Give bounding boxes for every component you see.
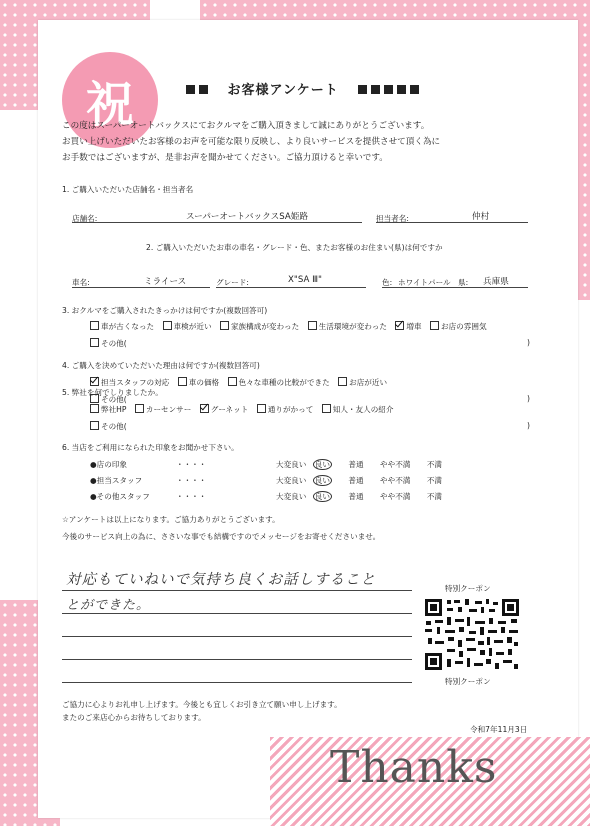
handwritten-message-line-1[interactable]: 対応もていねいで気持ち良くお話しすること (66, 572, 376, 588)
scale-normal[interactable]: 普通 (348, 460, 364, 469)
survey-date: 令和7年11月3日 (470, 725, 528, 734)
q4-checkbox-2[interactable] (178, 377, 187, 386)
q5-checkbox-5[interactable] (322, 404, 331, 413)
scale-good-selected[interactable]: 良い (314, 476, 330, 485)
message-line-2 (62, 613, 412, 614)
scale-normal[interactable]: 普通 (348, 476, 364, 485)
store-value[interactable]: スーパーオートバックスSA姫路 (186, 212, 308, 222)
q4-checkbox-4[interactable] (338, 377, 347, 386)
coupon-qr-code[interactable] (423, 597, 521, 672)
scale-unsatisfied[interactable]: 不満 (426, 492, 442, 501)
q4-title: 4. ご購入を決めていただいた理由は何ですか(複数回答可) (62, 361, 260, 370)
store-label: 店舗名: (72, 214, 98, 223)
q5-option-1: 弊社HP (101, 405, 127, 414)
color-label: 色: (382, 278, 393, 287)
intro-line-2: お買い上げいただいたお客様のお声を可能な限り反映し、より良いサービスを提供させて頂く為に (62, 137, 441, 147)
q5-option-4: 通りがかって (267, 405, 314, 414)
q3-other-label: その他( (101, 339, 127, 348)
q4-checkbox-1-checked[interactable] (90, 377, 99, 386)
q5-other (90, 421, 127, 432)
q5-other-close: ) (527, 421, 530, 430)
q3-checkbox-6[interactable] (430, 321, 439, 330)
staff-value[interactable]: 仲村 (472, 212, 490, 222)
scale-good-selected[interactable]: 良い (314, 460, 330, 469)
scale-good-selected[interactable]: 良い (314, 492, 330, 501)
q6-title: 6. 当店をご利用になられた印象をお聞かせ下さい。 (62, 443, 239, 452)
q6-row-store-dots: ・・・・ (176, 460, 207, 469)
color-value[interactable]: ホワイトパール (398, 278, 451, 287)
q6-staff-scale (276, 475, 442, 486)
q3-option-2: 車検が近い (173, 322, 212, 331)
survey-header (186, 79, 423, 98)
scale-very-good[interactable]: 大変良い (276, 492, 307, 501)
footer-welcome-line: またのご来店心からお待ちしております。 (62, 713, 206, 722)
message-line-4 (62, 659, 412, 660)
scale-very-good[interactable]: 大変良い (276, 476, 307, 485)
q5-checkbox-4[interactable] (257, 404, 266, 413)
q5-checkbox-1[interactable] (90, 404, 99, 413)
q2-title: 2. ご購入いただいたお車の車名・グレード・色、またお客様のお住まい(県)は何ですか (146, 243, 443, 252)
q5-title-visible: 5. 弊社を何でしりましたか。 (62, 388, 163, 397)
q3-checkbox-1[interactable] (90, 321, 99, 330)
q5-other-label: その他( (101, 422, 127, 431)
square-icon (199, 85, 208, 94)
message-line-1 (62, 590, 412, 591)
square-icon (371, 85, 380, 94)
grade-value[interactable]: X"SA Ⅲ" (288, 275, 322, 285)
q3-other-checkbox[interactable] (90, 338, 99, 347)
q3-option-4: 生活環境が変わった (318, 322, 387, 331)
store-underline (72, 222, 362, 223)
q6-row-staff-dots: ・・・・ (176, 476, 207, 485)
message-line-3 (62, 636, 412, 637)
intro-line-3: お手数ではございますが、是非お声を聞かせてください。ご協力頂けると幸いです。 (62, 153, 388, 163)
q5-options (90, 404, 400, 415)
q3-checkbox-3[interactable] (220, 321, 229, 330)
scale-somewhat-unsatisfied[interactable]: やや不満 (380, 476, 411, 485)
message-line-5 (62, 682, 412, 683)
q4-option-1: 担当スタッフの対応 (101, 378, 170, 387)
square-icon (397, 85, 406, 94)
survey-end-note: ☆アンケートは以上になります。ご協力ありがとうございます。 (62, 515, 280, 524)
q6-row-store-label: ●店の印象 (90, 460, 128, 469)
scale-somewhat-unsatisfied[interactable]: やや不満 (380, 460, 411, 469)
square-icon (384, 85, 393, 94)
scale-unsatisfied[interactable]: 不満 (426, 460, 442, 469)
q3-other (90, 338, 127, 349)
color-pref-underline (382, 287, 528, 288)
q4-other-label: その他( (101, 395, 127, 404)
q3-options (90, 321, 493, 332)
q3-checkbox-5-checked[interactable] (395, 321, 404, 330)
staff-underline (376, 222, 528, 223)
q6-other-scale (276, 491, 442, 502)
q6-store-scale (276, 459, 442, 470)
coupon-label-top: 特別クーポン (445, 584, 491, 593)
car-label: 車名: (72, 278, 90, 287)
handwritten-message-line-2[interactable]: とができた。 (66, 598, 151, 613)
q6-row-staff-label: ●担当スタッフ (90, 476, 143, 485)
q4-checkbox-3[interactable] (228, 377, 237, 386)
badge-text: 祝 (85, 77, 134, 133)
scale-unsatisfied[interactable]: 不満 (426, 476, 442, 485)
q6-row-other-dots: ・・・・ (176, 492, 207, 501)
square-icon (358, 85, 367, 94)
q3-option-6: お店の雰囲気 (440, 322, 487, 331)
q5-option-5: 知人・友人の紹介 (332, 405, 394, 414)
q3-title: 3. おクルマをご購入されたきっかけは何ですか(複数回答可) (62, 306, 268, 315)
square-icon (186, 85, 195, 94)
scale-somewhat-unsatisfied[interactable]: やや不満 (380, 492, 411, 501)
page-title: お客様アンケート (227, 83, 339, 98)
q4-other-close: ) (527, 394, 530, 403)
q3-option-5: 増車 (406, 322, 422, 331)
q5-checkbox-3-checked[interactable] (200, 404, 209, 413)
coupon-label-bottom: 特別クーポン (445, 677, 491, 686)
car-underline (72, 287, 210, 288)
q5-option-3: グーネット (210, 405, 249, 414)
staff-label: 担当者名: (376, 214, 409, 223)
q3-option-3: 家族構成が変わった (230, 322, 300, 331)
footer-thanks-line: ご協力に心よりお礼申し上げます。今後とも宜しくお引き立て願い申し上げます。 (62, 700, 342, 709)
q4-option-4: お店が近い (349, 378, 388, 387)
q3-other-close: ) (527, 338, 530, 347)
q6-row-other-label: ●その他スタッフ (90, 492, 150, 501)
car-value[interactable]: ミライース (144, 277, 187, 287)
q3-option-1: 車が古くなった (101, 322, 155, 331)
scale-very-good[interactable]: 大変良い (276, 460, 307, 469)
q4-option-2: 車の価格 (188, 378, 220, 387)
celebration-badge (62, 52, 158, 148)
q1-title: 1. ご購入いただいた店舗名・担当者名 (62, 185, 194, 194)
pref-label: 県: (458, 278, 469, 287)
thanks-text: Thanks (330, 742, 498, 793)
q3-checkbox-2[interactable] (163, 321, 172, 330)
q5-other-checkbox[interactable] (90, 421, 99, 430)
pref-value[interactable]: 兵庫県 (483, 277, 509, 287)
grade-label: グレード: (216, 278, 249, 287)
q5-option-2: カーセンサー (145, 405, 192, 414)
q4-option-3: 色々な車種の比較ができた (238, 378, 330, 387)
intro-line-1: この度はスーパーオートバックスにておクルマをご購入頂きまして誠にありがとうございます。 (62, 121, 430, 131)
grade-underline (216, 287, 366, 288)
q3-checkbox-4[interactable] (308, 321, 317, 330)
q5-checkbox-2[interactable] (135, 404, 144, 413)
message-prompt: 今後のサービス向上の為に、ささいな事でも結構ですのでメッセージをお寄せくださいませ。 (62, 532, 381, 541)
square-icon (410, 85, 419, 94)
scale-normal[interactable]: 普通 (348, 492, 364, 501)
